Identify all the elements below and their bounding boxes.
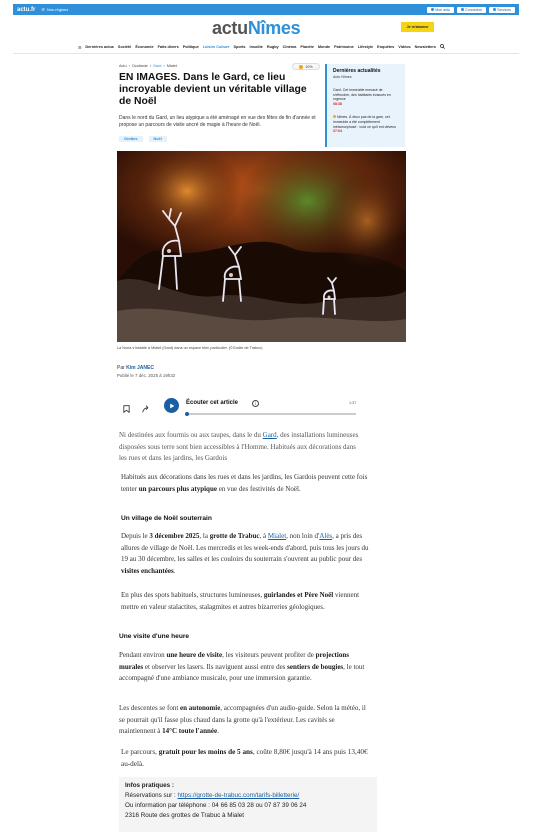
- actu-brand[interactable]: actu.fr: [17, 6, 36, 13]
- nav-item[interactable]: Monde: [317, 45, 331, 49]
- play-icon: [169, 403, 175, 409]
- publish-date: Publié le 7 déc. 2025 à 19h32: [117, 373, 176, 378]
- audio-duration: 1:37: [349, 401, 357, 405]
- tag-noel[interactable]: Noël: [149, 136, 167, 142]
- nav-item-active[interactable]: Loisirs Culture: [202, 45, 230, 49]
- nav-item[interactable]: Lifestyle: [357, 45, 374, 49]
- nav-item[interactable]: Rugby: [266, 45, 279, 49]
- info-icon[interactable]: i: [252, 400, 259, 407]
- nav-item[interactable]: Politique: [182, 45, 199, 49]
- nav-item[interactable]: Société: [117, 45, 132, 49]
- phone-info: Ou information par téléphone : 04 66 85 03 28 ou 07 87 39 06 24: [125, 802, 307, 809]
- author-link[interactable]: Kim JANEC: [126, 365, 154, 371]
- body-paragraph: Les descentes se font en autonomie, accompagnées d'un audio-guide. Selon la météo, il se pourrait qu'il fasse plus chaud dans la grotte qu'à l'extérieur. Les cavités se maintiennent à 14°C toute l'année.: [119, 704, 366, 736]
- bell-icon: [431, 8, 434, 11]
- breadcrumb-item[interactable]: Mialet: [166, 64, 177, 68]
- regions-label: Nos régions: [46, 7, 69, 12]
- regions-menu[interactable]: [41, 7, 68, 12]
- sidebar-source: Actu Nîmes: [333, 75, 352, 79]
- nav-item[interactable]: Économie: [135, 45, 154, 49]
- section-heading: Une visite d'une heure: [119, 633, 190, 640]
- play-button[interactable]: [164, 398, 179, 413]
- breadcrumb-item[interactable]: Actu: [119, 64, 127, 68]
- site-logo[interactable]: actuNîmes: [212, 18, 301, 38]
- login-button[interactable]: Connexion: [457, 7, 486, 13]
- menu-icon: ☰: [41, 7, 45, 12]
- body-paragraph: Le parcours, gratuit pour les moins de 5 ans, coûte 8,80€ jusqu'à 14 ans puis 13,40€ au-delà.: [121, 748, 368, 768]
- cave-illumination-image: [117, 151, 406, 342]
- body-paragraph: Pendant environ une heure de visite, les visiteurs peuvent profiter de projections murales et observer les lasers. Ils naviguent aussi entre des sentiers de bougies, le tout accompagné d'une ambiance musicale, pour une immersion garantie.: [119, 651, 365, 683]
- nav-item[interactable]: Dernières actus: [85, 45, 114, 49]
- body-paragraph: Ni destinées aux fourmis ou aux taupes, dans le du Gard, des installations lumineuses disposées sous terre sont bien accessibles à l'Homme. Habitués aux décorations dans les rues et dans les jardins, les Gardois: [119, 431, 359, 463]
- nav-item[interactable]: Vidéos: [398, 45, 411, 49]
- progress-icon: [299, 65, 303, 69]
- reading-progress-badge: 10%: [292, 63, 320, 70]
- top-bar: [13, 4, 519, 15]
- article-lede: Dans le nord du Gard, un lieu atypique a été aménagé en vue des fêtes de fin d'année et propose un parcours de visite ancré de magie à l'heure de Noël.: [119, 115, 316, 128]
- grid-icon: [493, 8, 496, 11]
- booking-link[interactable]: https://grotte-de-trabuc.com/tarifs-billetterie/: [177, 792, 300, 799]
- body-paragraph: Depuis le 3 décembre 2025, la grotte de Trabuc, à Mialet, non loin d'Alès, a pris des allures de village de Noël. Les mercredis et les week-ends d'abord, puis tous les jours du 19 au 30 décembre, les salles et les couloirs du souterrain s'ouvrent au public pour des visites enchantées.: [121, 532, 369, 575]
- nav-item[interactable]: Insolite: [249, 45, 263, 49]
- body-paragraph: Habitués aux décorations dans les rues et dans les jardins, les Gardois peuvent cette fois tenter un parcours plus atypique en vue des festivités de Noël.: [121, 473, 368, 493]
- byline: Par Kim JANEC Publié le 7 déc. 2025 à 19h32: [117, 365, 176, 378]
- link-ales[interactable]: Alès: [319, 532, 333, 540]
- main-nav: [78, 44, 445, 50]
- nav-item[interactable]: Planète: [300, 45, 314, 49]
- search-icon[interactable]: [440, 44, 445, 50]
- audio-title: Écouter cet article: [186, 400, 239, 406]
- nav-item[interactable]: Patrimoine: [334, 45, 354, 49]
- nav-item[interactable]: Faits divers: [157, 45, 179, 49]
- sidebar-news-item[interactable]: Gard. Cet immeuble menacé de s'effondrer, des habitants évacués en urgence 08:38: [333, 88, 391, 106]
- sidebar-news-item[interactable]: Nîmes. À deux pas de la gare, cet immeuble a été complètement métamorphosé : voici ce qu'il est devenu 07:04: [333, 115, 397, 134]
- breadcrumb-item[interactable]: Occitanie: [131, 64, 148, 68]
- address-info: 2316 Route des grottes de Trabuc à Mialet: [125, 812, 245, 819]
- nav-menu-icon[interactable]: ☰: [78, 45, 82, 50]
- subscribe-button[interactable]: Je m'abonne: [401, 22, 434, 32]
- my-actu-button[interactable]: Mon actu: [427, 7, 454, 13]
- nav-item[interactable]: Enquêtes: [377, 45, 395, 49]
- audio-progress-track[interactable]: [186, 413, 356, 415]
- section-heading: Un village de Noël souterrain: [121, 515, 212, 522]
- audio-player: [117, 392, 359, 420]
- share-icon[interactable]: [139, 402, 153, 416]
- article-photo[interactable]: [117, 151, 406, 342]
- nav-divider: [13, 53, 519, 54]
- breadcrumb-item[interactable]: Gard: [152, 64, 162, 68]
- nav-item[interactable]: Cinéma: [282, 45, 297, 49]
- link-mialet[interactable]: Mialet: [267, 532, 287, 540]
- article-tags: [119, 136, 167, 142]
- nav-item[interactable]: Newsletters: [414, 45, 436, 49]
- body-paragraph: En plus des spots habituels, structures lumineuses, guirlandes et Père Noël viennent mettre en valeur stalactites, stalagmites et autres bizarreries géologiques.: [121, 591, 360, 611]
- infobox-title: Infos pratiques :: [125, 782, 174, 789]
- tag-grottes[interactable]: Grottes: [119, 136, 143, 142]
- latest-news-sidebar: [325, 64, 405, 147]
- breadcrumb: Actu › Occitanie › Gard › Mialet: [119, 64, 177, 68]
- link-gard[interactable]: Gard: [262, 431, 277, 439]
- flag-icon: [333, 115, 336, 118]
- bookmark-icon[interactable]: [119, 402, 133, 416]
- services-button[interactable]: Services: [489, 7, 515, 13]
- nav-item[interactable]: Sports: [233, 45, 246, 49]
- audio-progress-knob[interactable]: [185, 412, 189, 416]
- practical-info-box: Infos pratiques : Réservations sur : https://grotte-de-trabuc.com/tarifs-billetterie/ Ou information par téléphone : 04 66 85 03 28 ou 07 87 39 06 24 2316 Route des grottes de Trabuc à Mialet: [119, 777, 377, 832]
- photo-caption: La Noria s'installe à Mialet (Gard) dans un espace bien particulier. (©Grotte de Trabuc): [117, 346, 263, 350]
- sidebar-heading: Dernières actualités: [333, 68, 381, 74]
- user-icon: [461, 8, 464, 11]
- article-title: EN IMAGES. Dans le Gard, ce lieu incroyable devient un véritable village de Noël: [119, 72, 307, 108]
